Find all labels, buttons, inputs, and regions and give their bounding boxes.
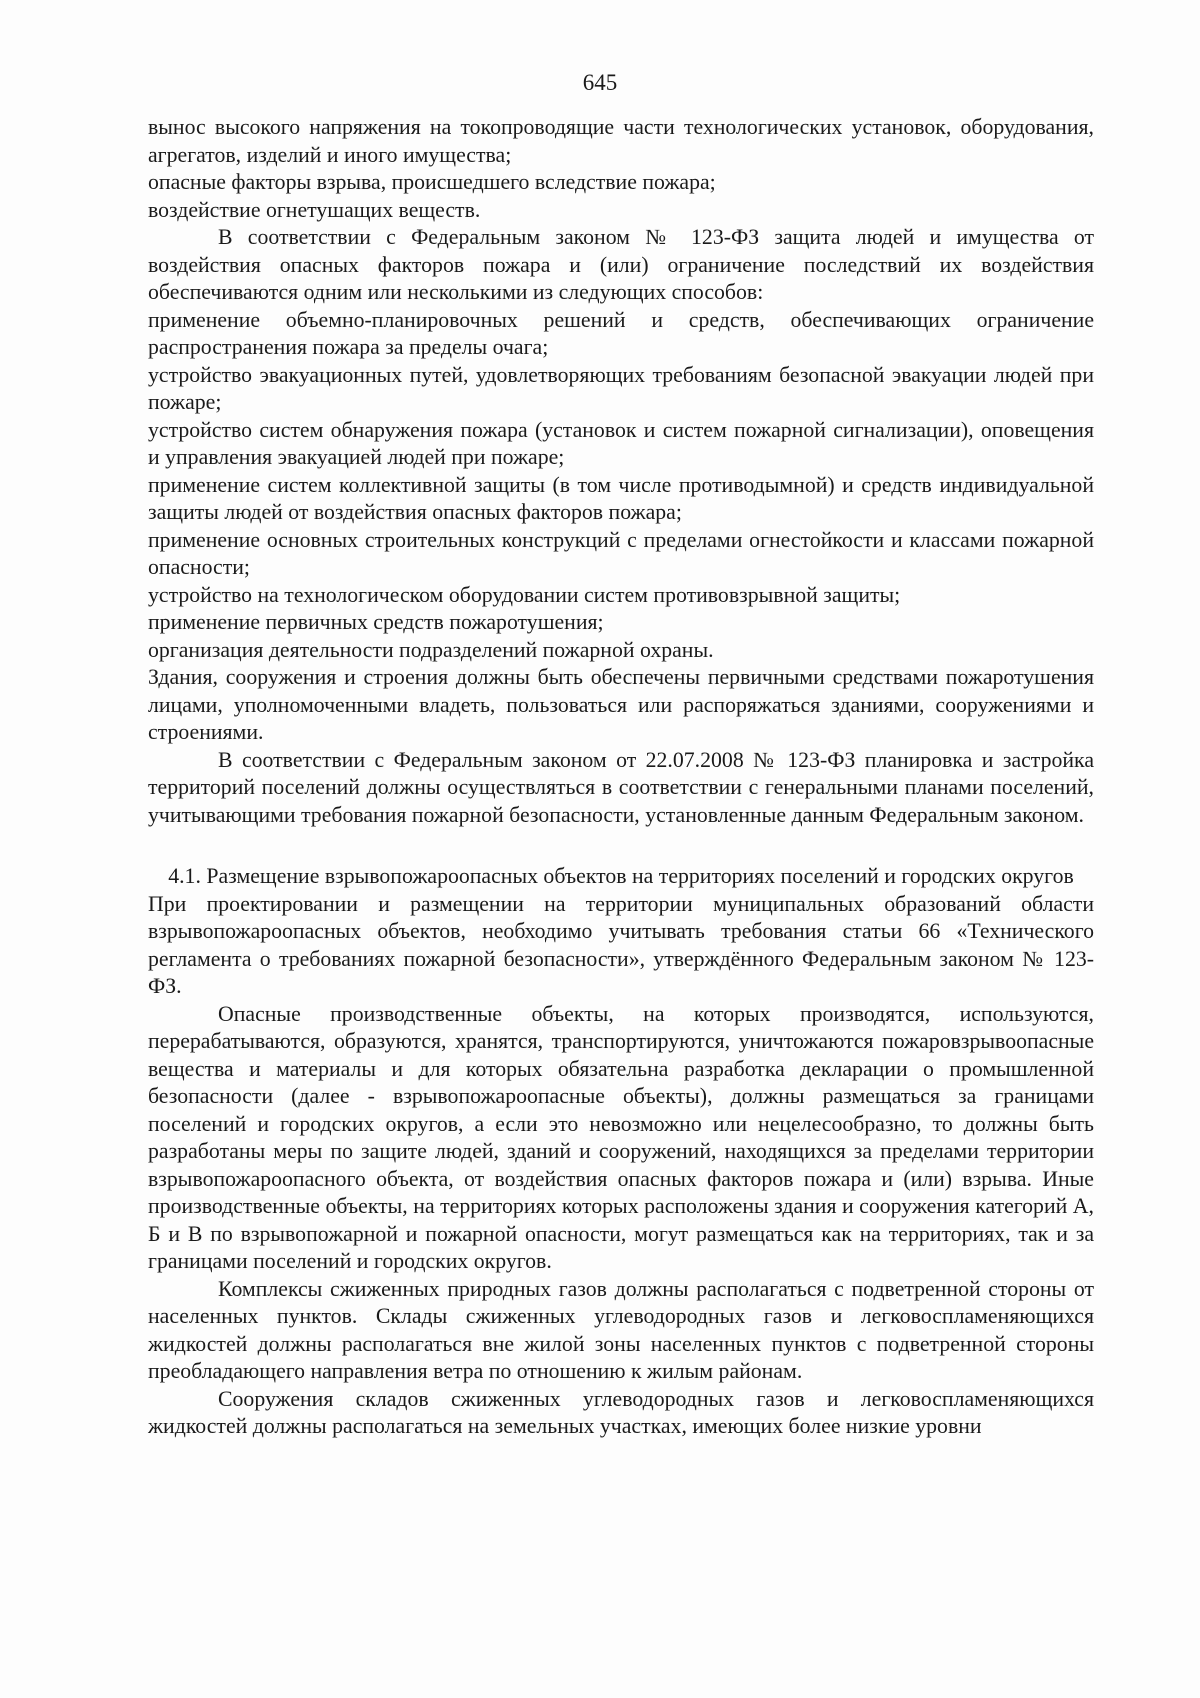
section-heading: 4.1. Размещение взрывопожароопасных объектов на территориях поселений и городских округов bbox=[168, 864, 1074, 888]
section-paragraph-warehouses: Сооружения складов сжиженных углеводородных газов и легковоспламеняющихся жидкостей должны располагаться на земельных участках, имеющих более низкие уровни bbox=[148, 1386, 1094, 1438]
paragraph-territory-planning: В соответствии с Федеральным законом от 22.07.2008 № 123-ФЗ планировка и застройка территорий поселений должны осуществляться в соответствии с генеральными планами поселений, учитывающими требования пожарной безопасности, установленные данным Федеральным законом. bbox=[148, 747, 1094, 827]
list-item-fire-departments: организация деятельности подразделений пожарной охраны. bbox=[148, 637, 714, 662]
list-item-extinguishing-agents: воздействие огнетушащих веществ. bbox=[148, 197, 481, 222]
document-body bbox=[148, 114, 1094, 1441]
list-item-planning-decisions: применение объемно-планировочных решений и средств, обеспечивающих ограничение распространения пожара за пределы очага; bbox=[148, 307, 1094, 359]
list-item-detection-systems: устройство систем обнаружения пожара (установок и систем пожарной сигнализации), оповещения и управления эвакуацией людей при пожаре; bbox=[148, 417, 1094, 469]
list-item-explosion-factors: опасные факторы взрыва, происшедшего вследствие пожара; bbox=[148, 170, 716, 194]
list-item-explosion-protection: устройство на технологическом оборудовании систем противовзрывной защиты; bbox=[148, 582, 901, 607]
section-paragraph-design: При проектировании и размещении на территории муниципальных образований области взрывопожароопасных объектов, необходимо учитывать требования статьи 66 «Технического регламента о требованиях пожарной безопасности», утверждённого Федеральным законом № 123-ФЗ. bbox=[148, 891, 1094, 998]
list-item-collective-protection: применение систем коллективной защиты (в том числе противодымной) и средств индивидуальной защиты людей от воздействия опасных факторов пожара; bbox=[148, 472, 1094, 524]
paragraph-protection-methods: В соответствии с Федеральным законом № 123-ФЗ защита людей и имущества от воздействия опасных факторов пожара и (или) ограничение последствий их воздействия обеспечиваются одним или несколькими из следующих способов: bbox=[148, 225, 1094, 304]
list-item-building-structures: применение основных строительных конструкций с пределами огнестойкости и классами пожарной опасности; bbox=[148, 527, 1094, 579]
list-item-primary-extinguishing: применение первичных средств пожаротушения; bbox=[148, 610, 604, 634]
paragraph-buildings-equipment: Здания, сооружения и строения должны быть обеспечены первичными средствами пожаротушения лицами, уполномоченными владеть, пользоваться или распоряжаться зданиями, сооружениями и строениями. bbox=[148, 665, 1094, 744]
section-paragraph-hazardous-objects: Опасные производственные объекты, на которых производятся, используются, перерабатываются, образуются, хранятся, транспортируются, уничтожаются пожаровзрывоопасные вещества и материалы и для которых обязательна разработка декларации о промышленной безопасности (далее - взрывопожароопасные объекты), должны размещаться за границами поселений и городских округов, а если это невозможно или нецелесообразно, то должны быть разработаны меры по защите людей, зданий и сооружений, находящихся за пределами территории взрывопожароопасного объекта, от воздействия опасных факторов пожара и (или) взрыва. Иные производственные объекты, на территориях которых расположены здания и сооружения категорий А, Б и В по взрывопожарной и пожарной опасности, могут размещаться как на территориях, так и за границами поселений и городских округов. bbox=[148, 1001, 1094, 1273]
section-paragraph-gas-complexes: Комплексы сжиженных природных газов должны располагаться с подветренной стороны от населенных пунктов. Склады сжиженных углеводородных газов и легковоспламеняющихся жидкостей должны располагаться вне жилой зоны населенных пунктов с подветренной стороны преобладающего направления ветра по отношению к жилым районам. bbox=[148, 1276, 1094, 1383]
page-number: 645 bbox=[582, 70, 618, 95]
list-item-high-voltage: вынос высокого напряжения на токопроводящие части технологических установок, оборудования, агрегатов, изделий и иного имущества; bbox=[148, 115, 1094, 167]
list-item-evacuation-routes: устройство эвакуационных путей, удовлетворяющих требованиям безопасной эвакуации людей при пожаре; bbox=[148, 362, 1094, 414]
